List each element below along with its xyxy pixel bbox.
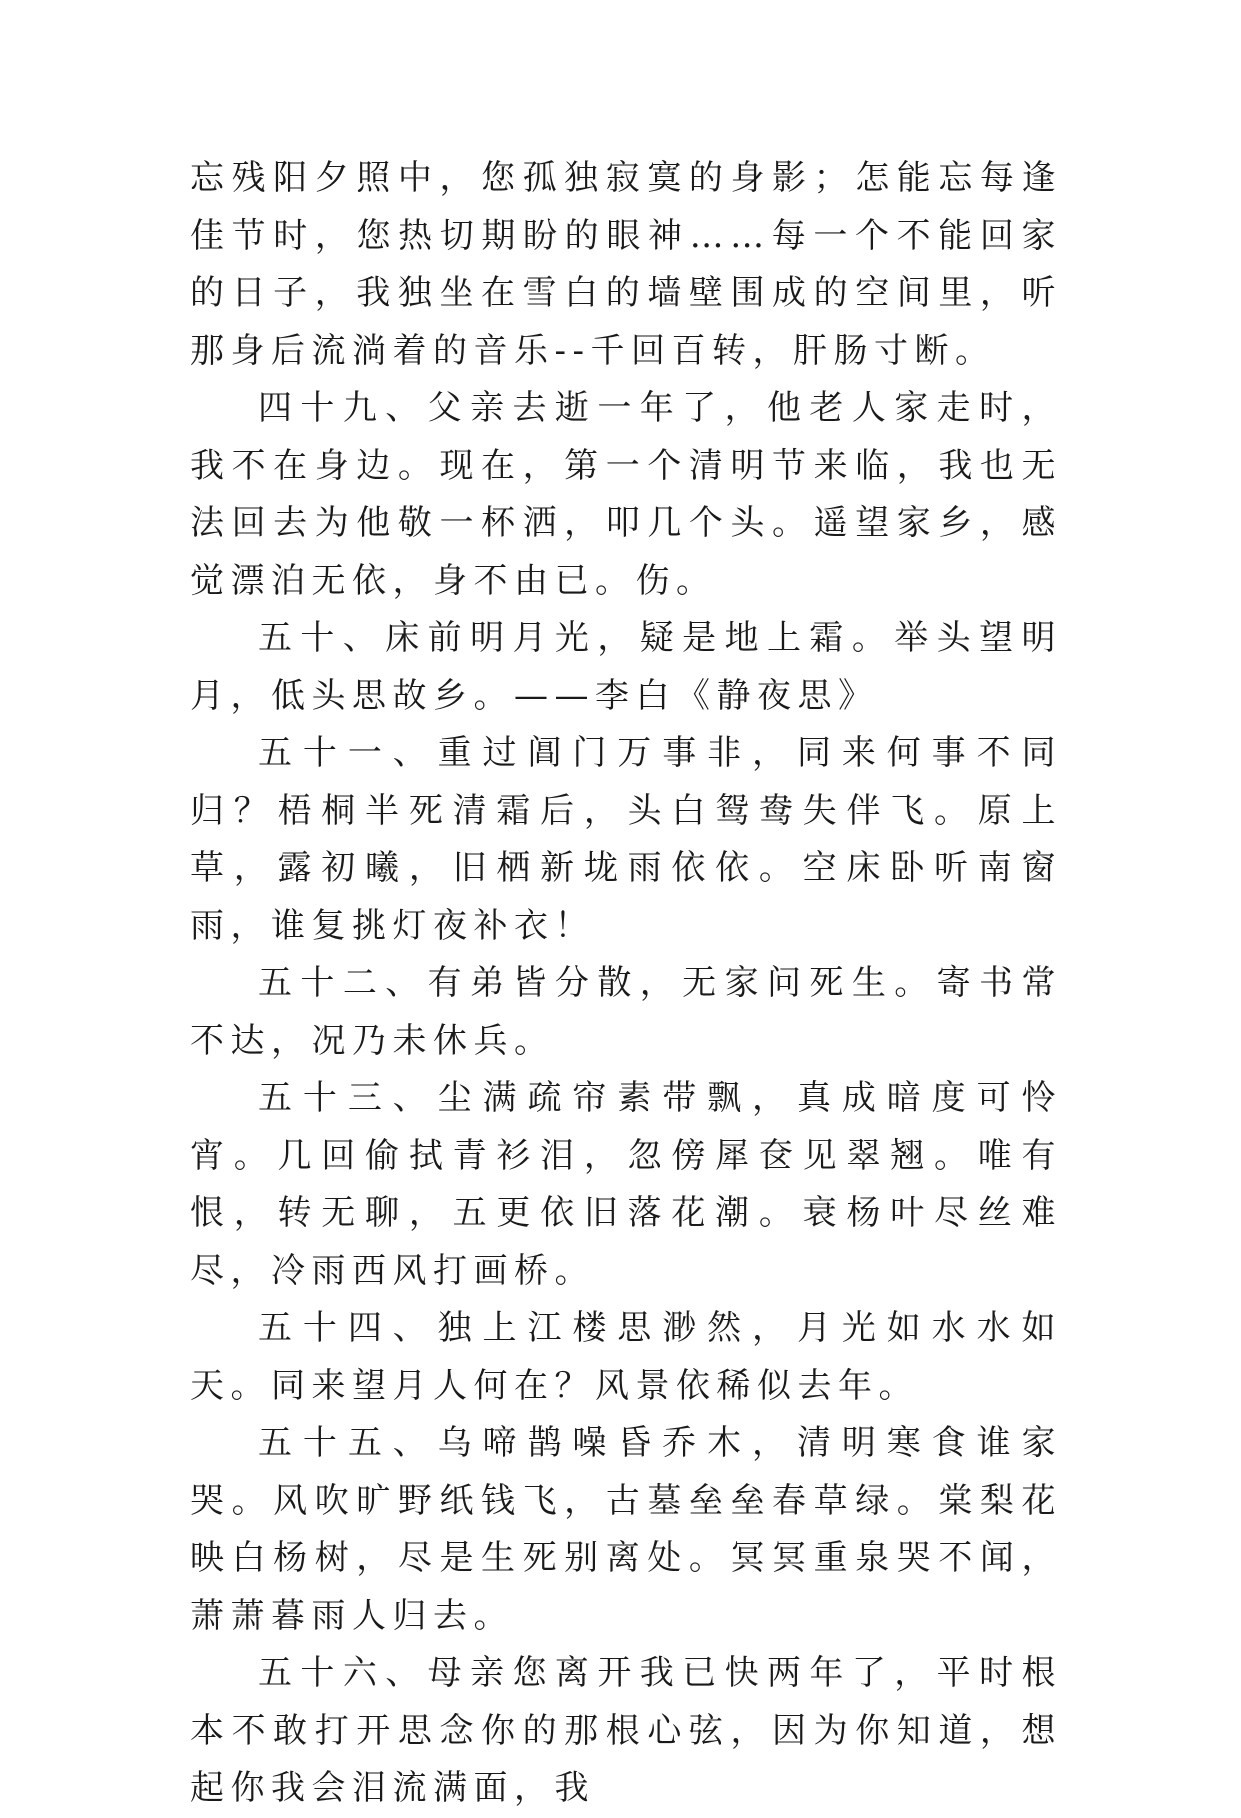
paragraph-continuation: 忘残阳夕照中，您孤独寂寞的身影；怎能忘每逢佳节时，您热切期盼的眼神……每一个不能回家的日子，我独坐在雪白的墙壁围成的空间里，听那身后流淌着的音乐--千回百转，肝肠寸断。 bbox=[190, 158, 1062, 371]
paragraph-54: 五十四、独上江楼思渺然，月光如水水如天。同来望月人何在？风景依稀似去年。 bbox=[190, 1308, 1062, 1406]
paragraph-50: 五十、床前明月光，疑是地上霜。举头望明月，低头思故乡。——李白《静夜思》 bbox=[190, 618, 1062, 716]
paragraph-51: 五十一、重过阊门万事非，同来何事不同归？梧桐半死清霜后，头白鸳鸯失伴飞。原上草，露初曦，旧栖新垅雨依依。空床卧听南窗雨，谁复挑灯夜补衣！ bbox=[190, 733, 1062, 946]
paragraph-52: 五十二、有弟皆分散，无家问死生。寄书常不达，况乃未休兵。 bbox=[190, 963, 1062, 1061]
paragraph-53: 五十三、尘满疏帘素带飘，真成暗度可怜宵。几回偷拭青衫泪，忽傍犀奁见翠翘。唯有恨，转无聊，五更依旧落花潮。衰杨叶尽丝难尽，冷雨西风打画桥。 bbox=[190, 1078, 1062, 1291]
paragraph-49: 四十九、父亲去逝一年了，他老人家走时，我不在身边。现在，第一个清明节来临，我也无法回去为他敬一杯洒，叩几个头。遥望家乡，感觉漂泊无依，身不由已。伤。 bbox=[190, 388, 1062, 601]
paragraph-56: 五十六、母亲您离开我已快两年了，平时根本不敢打开思念你的那根心弦，因为你知道，想起你我会泪流满面，我 bbox=[190, 1653, 1062, 1808]
document-body bbox=[190, 150, 1062, 1818]
paragraph-55: 五十五、乌啼鹊噪昏乔木，清明寒食谁家哭。风吹旷野纸钱飞，古墓垒垒春草绿。棠梨花映白杨树，尽是生死别离处。冥冥重泉哭不闻，萧萧暮雨人归去。 bbox=[190, 1423, 1062, 1636]
